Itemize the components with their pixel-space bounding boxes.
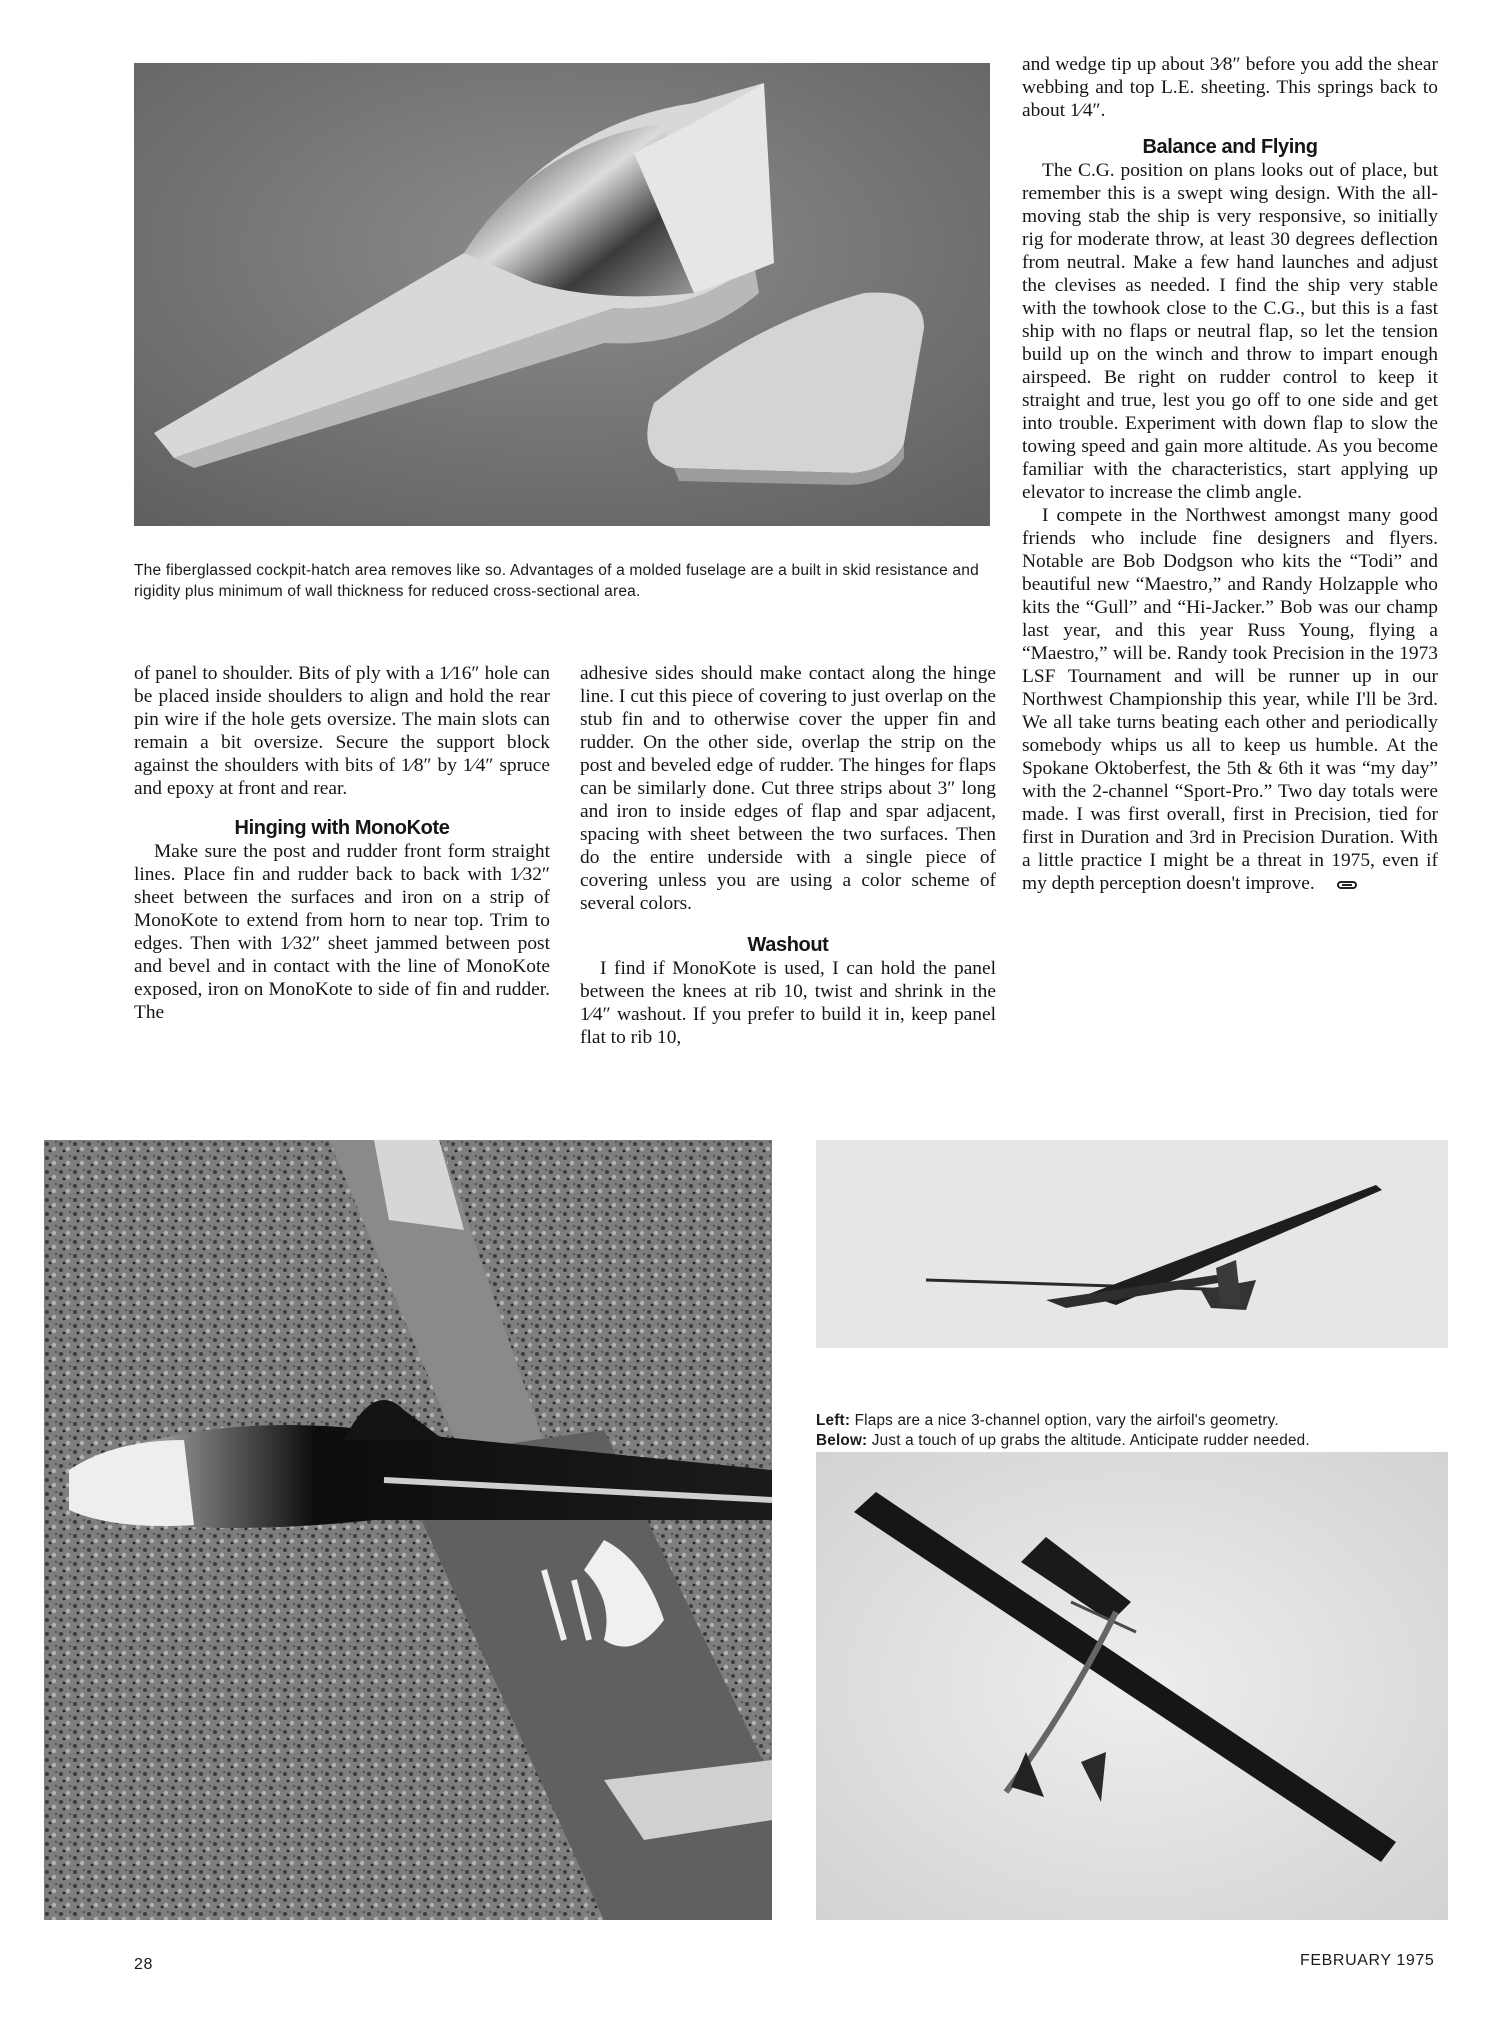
flight-photos-caption (816, 1411, 1448, 1451)
issue-date: FEBRUARY 1975 (1300, 1952, 1435, 1969)
heading-washout: Washout (747, 934, 829, 956)
caption-below-text: Just a touch of up grabs the altitude. Anticipate rudder needed. (871, 1432, 1310, 1449)
caption-below (816, 1431, 1448, 1451)
col3-paragraph-3 (1022, 504, 1438, 895)
column-1 (134, 662, 550, 1024)
cockpit-photo-caption (134, 560, 996, 602)
caption-below-label: Below: (816, 1432, 868, 1449)
caption-left-text: Flaps are a nice 3-channel option, vary the airfoil's geometry. (854, 1412, 1279, 1429)
col2-paragraph-1: adhesive sides should make contact along the hinge line. I cut this piece of covering to just overlap on the stub fin and to otherwise cover the upper fin and rudder. On the other side, overlap the strip on the post and beveled edge of rudder. The hinges for flaps can be similarly done. Cut three strips about 3″ long and iron to inside edges of flap and spar adjacent, spacing with sheet between the two surfaces. Then do the entire underside with a single piece of covering unless you are using a color scheme of several colors. (580, 663, 996, 914)
col3-paragraph-2: The C.G. position on plans looks out of place, but remember this is a swept wing design. With the all-moving stab the ship is very responsive, so initially rig for moderate throw, at least 30 degrees deflection from neutral. Make a few hand launches and adjust the clevises as needed. I find the ship very stable with the towhook close to the C.G., but this is a fast ship with no flaps or neutral flap, so let the tension build up on the winch and throw to impart enough airspeed. Be right on rudder control to keep it straight and true, lest you go off to one side and get into trouble. Experiment with down flap to slow the towing speed and gain more altitude. As you become familiar with the characteristics, start applying up elevator to increase the climb angle. (1022, 160, 1438, 503)
col1-paragraph-1: of panel to shoulder. Bits of ply with a 1⁄16″ hole can be placed inside shoulders to align and hold the rear pin wire if the hole gets oversize. The main slots can remain a bit oversize. Secure the support block against the shoulders with bits of 1⁄8″ by 1⁄4″ spruce and epoxy at front and rear. (134, 663, 550, 799)
column-2 (580, 662, 996, 1049)
col2-paragraph-2: I find if MonoKote is used, I can hold the panel between the knees at rib 10, twist and shrink in the 1⁄4″ washout. If you prefer to build it in, keep panel flat to rib 10, (580, 958, 996, 1048)
heading-balance-and-flying: Balance and Flying (1142, 136, 1318, 158)
end-of-article-icon (1337, 881, 1357, 889)
caption-left (816, 1411, 1448, 1431)
photo-cockpit-hatch (134, 63, 990, 526)
column-3 (1022, 53, 1438, 895)
col1-paragraph-2: Make sure the post and rudder front form straight lines. Place fin and rudder back to back with 1⁄32″ sheet between the surfaces and iron on a strip of MonoKote to extend from horn to near top. Trim to edges. Then with 1⁄32″ sheet jammed between post and bevel and in contact with the line of MonoKote exposed, iron on MonoKote to side of fin and rudder. The (134, 841, 550, 1023)
photo-glider-climbing (816, 1452, 1448, 1920)
heading-hinging-with-monokote: Hinging with MonoKote (234, 817, 450, 839)
photo-glider-in-flight-left (816, 1140, 1448, 1348)
col3-paragraph-3-text: I compete in the Northwest amongst many good friends who include fine designers and flyers. Notable are Bob Dodgson who kits the “Todi” and beautiful new “Maestro,” and Randy Holzapple who kits the “Gull” and “Hi-Jacker.” Bob was our champ last year, and this year Russ Young, flying a “Maestro,” will be. Randy took Precision in the 1973 LSF Tournament and will be runner up in our Northwest Championship this year, while I'll be 3rd. We all take turns beating each other and periodically somebody whips us all to keep us humble. At the Spokane Oktoberfest, the 5th & 6th it was “my day” with the 2-channel “Sport-Pro.” Two day totals were made. I was first overall, first in Precision, tied for first in Duration and 3rd in Precision Duration. With a little practice I might be a threat in 1975, even if my depth perception doesn't improve. (1022, 505, 1438, 894)
photo-glider-on-gravel (44, 1140, 772, 1920)
col3-paragraph-1: and wedge tip up about 3⁄8″ before you add the shear webbing and top L.E. sheeting. This springs back to about 1⁄4″. (1022, 54, 1438, 121)
page-number: 28 (134, 1956, 153, 1973)
cockpit-caption-text: The fiberglassed cockpit-hatch area removes like so. Advantages of a molded fuselage are a built in skid resistance and rigidity plus minimum of wall thickness for reduced cross-sectional area. (134, 562, 979, 600)
caption-left-label: Left: (816, 1412, 851, 1429)
